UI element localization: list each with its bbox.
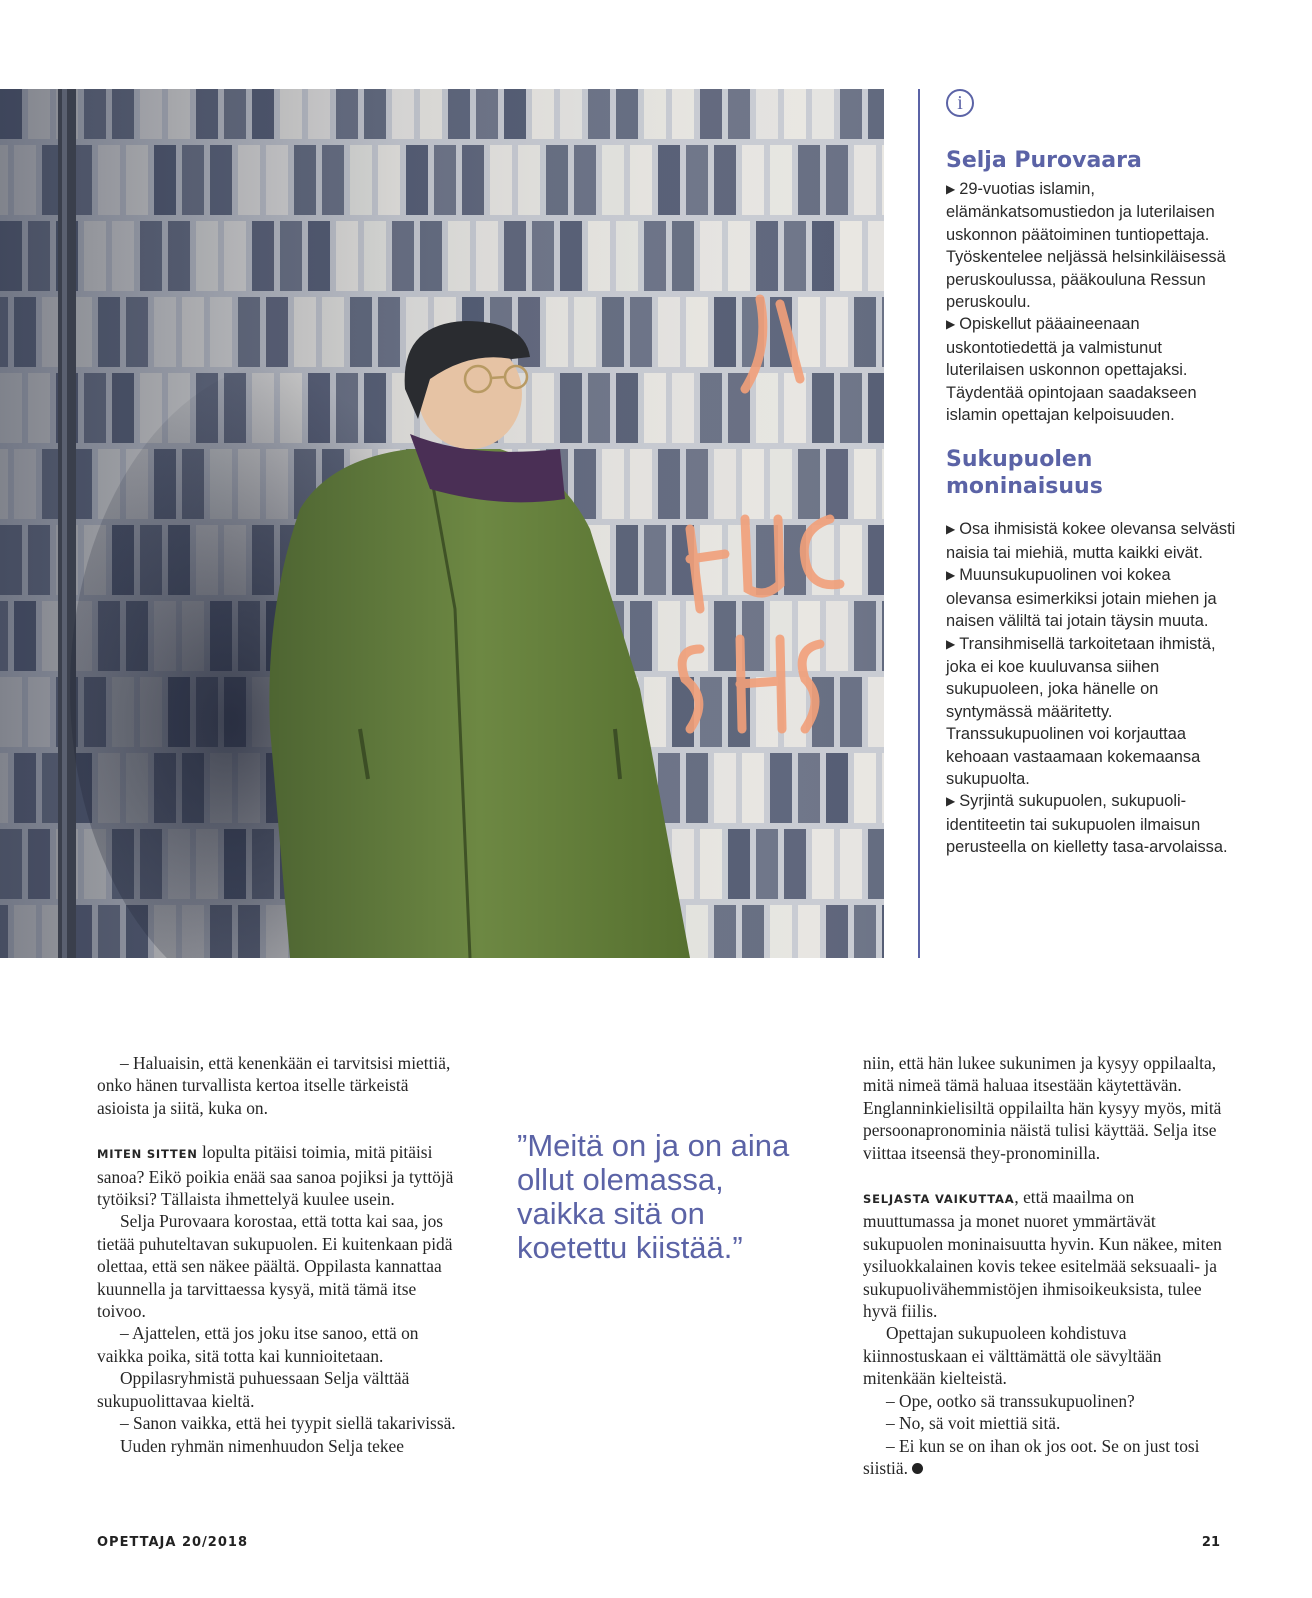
info-sidebar: [946, 89, 1236, 859]
info-icon: i: [946, 89, 974, 117]
run-in-kicker: MITEN SITTEN: [97, 1147, 198, 1162]
paragraph: – No, sä voit miettiä sitä.: [886, 1413, 1061, 1434]
triangle-bullet-icon: ▶: [946, 636, 956, 651]
triangle-bullet-icon: ▶: [946, 522, 956, 537]
fact-item: ▶ Muunsukupuolinen voi kokea olevansa esimerkiksi jotain miehen ja naisen väliltä tai jotain täysin muuta.: [946, 566, 1217, 631]
paragraph: MITEN SITTEN lopulta pitäisi toimia, mitä pitäisi sanoa? Eikö poikia enää saa sanoa pojiksi ja tyttöjä tytöiksi? Tällaista ihmettelyä kuulee usein.: [97, 1142, 454, 1210]
triangle-bullet-icon: ▶: [946, 317, 956, 332]
fact-item: ▶ Syrjintä sukupuolen, sukupuoli-identiteetin tai sukupuolen ilmaisun perusteella on kielletty tasa-arvolaissa.: [946, 792, 1228, 857]
triangle-bullet-icon: ▶: [946, 568, 956, 583]
fact-item: ▶ Transihmisellä tarkoitetaan ihmistä, joka ei koe kuuluvansa siihen sukupuoleen, joka hänelle on syntymässä määritetty. Transsukupuolinen voi korjauttaa kehoaan vastaamaan kokemaansa sukupuolta.: [946, 634, 1216, 788]
paragraph: niin, että hän lukee sukunimen ja kysyy oppilaalta, mitä nimeä tämä haluaa itsestään käytettävän. Englanninkielisiltä oppilailta hän kysyy myös, mitä persoonapronominia näistä tulisi käyttää. Selja itse viittaa itseensä they-pronominilla.: [863, 1053, 1222, 1163]
paragraph: Selja Purovaara korostaa, että totta kai saa, jos tietää puhuteltavan sukupuolen. Ei kuitenkaan pidä olettaa, että sen näkee päältä. Oppilasta kannattaa kuunnella ja tarvittaessa kysyä, mitä tämä itse toivoo.: [97, 1211, 453, 1322]
bio-item: ▶ 29-vuotias islamin, elämänkatsomustiedon ja luterilaisen uskonnon päätoiminen tuntiopettaja. Työskentelee neljässä helsinkiläisessä peruskoulussa, pääkouluna Ressun peruskoulu.: [946, 180, 1226, 312]
end-mark-icon: [912, 1463, 923, 1474]
sidebar-title-topic: Sukupuolen moninaisuus: [946, 447, 1103, 500]
paragraph: – Ajattelen, että jos joku itse sanoo, että on vaikka poika, sitä totta kai kunnioitetaan.: [97, 1323, 419, 1366]
article-photo: [0, 89, 884, 958]
pull-quote: ”Meitä on ja on aina ollut olemassa, vaikka sitä on koetettu kiistää.”: [517, 1128, 790, 1265]
sidebar-title-person: Selja Purovaara: [946, 148, 1142, 173]
body-column-3: [863, 1052, 1223, 1479]
magazine-issue: OPETTAJA 20/2018: [97, 1535, 248, 1550]
paragraph: – Haluaisin, että kenenkään ei tarvitsisi miettiä, onko hänen turvallista kertoa itselle tärkeistä asioista ja siitä, kuka on.: [97, 1053, 451, 1118]
paragraph: – Ei kun se on ihan ok jos oot. Se on just tosi siistiä.: [863, 1435, 1200, 1478]
fact-item: ▶ Osa ihmisistä kokee olevansa selvästi naisia tai miehiä, mutta kaikki eivät.: [946, 520, 1236, 562]
portrait-photo: [0, 89, 884, 958]
paragraph: Uuden ryhmän nimenhuudon Selja tekee: [120, 1435, 404, 1456]
body-column-1: [97, 1052, 457, 1457]
paragraph: Oppilasryhmistä puhuessaan Selja välttää sukupuolittavaa kieltä.: [97, 1368, 410, 1411]
paragraph: – Ope, ootko sä transsukupuolinen?: [886, 1390, 1135, 1411]
bio-item: ▶ Opiskellut pääaineenaan uskontotiedettä ja valmistunut luterilaisen uskonnon opettajaksi. Täydentää opintojaan saadakseen islamin opettajan kelpoisuuden.: [946, 315, 1197, 425]
run-in-kicker: SELJASTA VAIKUTTAA: [863, 1192, 1015, 1207]
paragraph: SELJASTA VAIKUTTAA, että maailma on muuttumassa ja monet nuoret ymmärtävät sukupuolen moninaisuutta hyvin. Kun näkee, miten ysiluokkalainen kovis tekee esitelmää seksuaali- ja sukupuolivähemmistöjen ihmisoikeuksista, tulee hyvä fiilis.: [863, 1187, 1222, 1322]
triangle-bullet-icon: ▶: [946, 794, 956, 809]
triangle-bullet-icon: ▶: [946, 182, 956, 196]
paragraph: – Sanon vaikka, että hei tyypit siellä takarivissä.: [120, 1413, 456, 1434]
paragraph: Opettajan sukupuoleen kohdistuva kiinnostuskaan ei välttämättä ole sävyltään mitenkään kielteistä.: [863, 1323, 1162, 1389]
sidebar-divider: [918, 89, 920, 958]
page-number: 21: [1201, 1535, 1220, 1550]
